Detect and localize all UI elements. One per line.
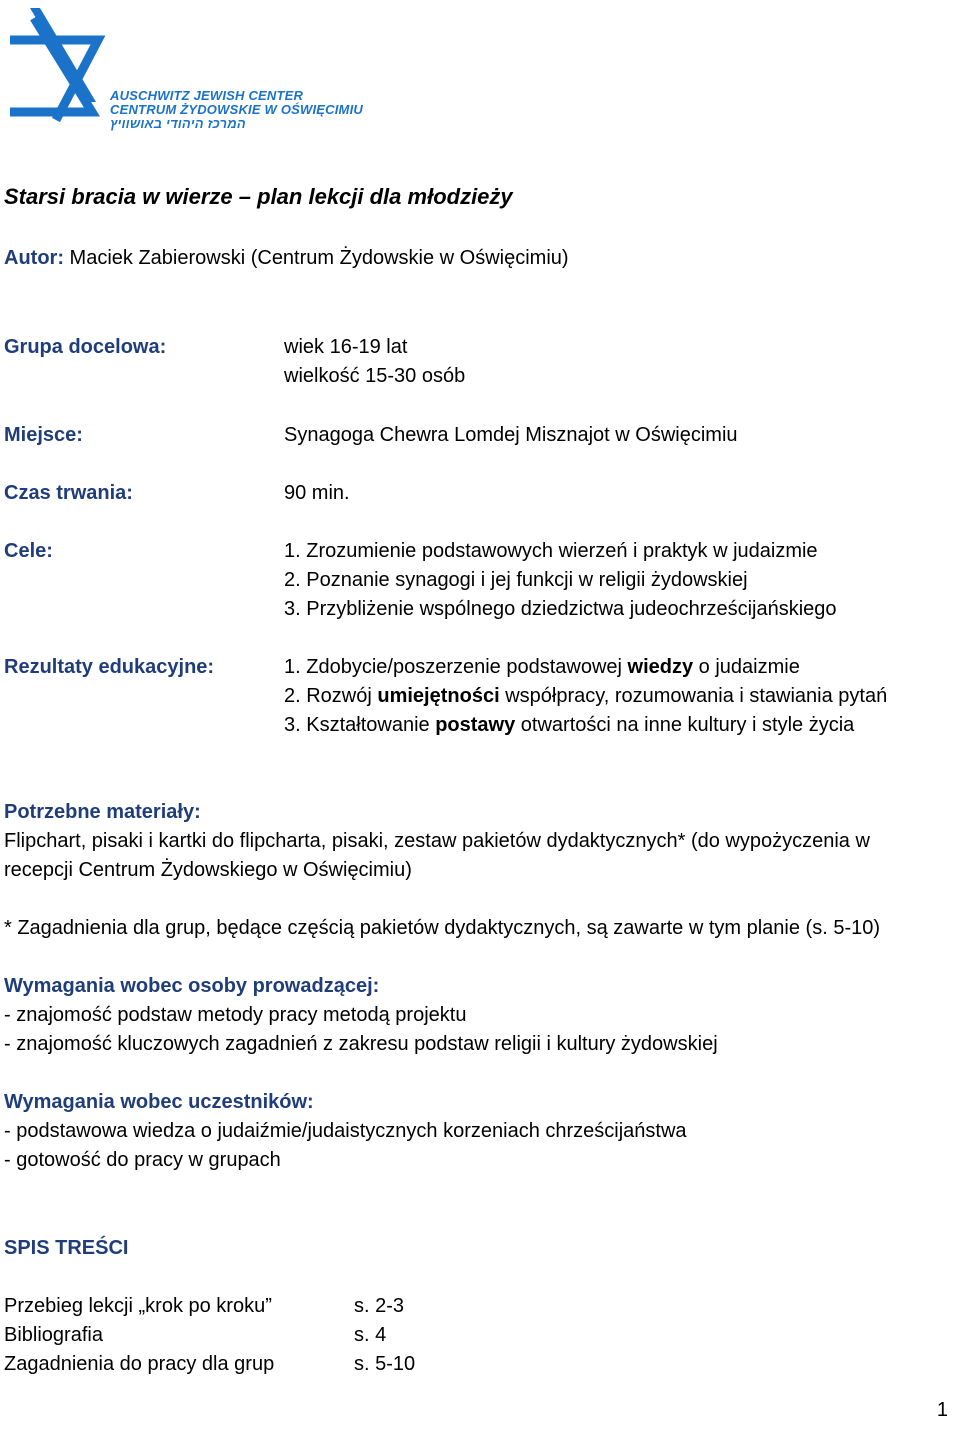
toc-item-page: s. 2-3: [354, 1295, 405, 1317]
toc-heading: SPIS TREŚCI: [4, 1237, 129, 1259]
goal-item: 1. Zrozumienie podstawowych wierzeń i praktyk w judaizmie: [284, 540, 818, 562]
group-size: wielkość 15-30 osób: [284, 365, 466, 387]
result-keyword: umiejętności: [377, 685, 500, 707]
result-keyword: wiedzy: [627, 656, 694, 678]
materials-note: * Zagadnienia dla grup, będące częścią pakietów dydaktycznych, są zawarte w tym planie (s. 5-10): [4, 917, 881, 939]
group-label: Grupa docelowa:: [4, 336, 167, 358]
author-value: Maciek Zabierowski (Centrum Żydowskie w Oświęcimiu): [69, 247, 569, 269]
logo-text-polish: CENTRUM ŻYDOWSKIE W OŚWIĘCIMIU: [110, 102, 363, 117]
leader-requirement-item: - znajomość kluczowych zagadnień z zakresu podstaw religii i kultury żydowskiej: [4, 1033, 718, 1055]
goal-item: 3. Przybliżenie wspólnego dziedzictwa judeochrześcijańskiego: [284, 598, 837, 620]
leader-requirements-heading: Wymagania wobec osoby prowadzącej:: [4, 975, 380, 997]
result-text: o judaizmie: [693, 656, 800, 678]
materials-text: recepcji Centrum Żydowskiego w Oświęcimiu): [4, 859, 412, 881]
author-label: Autor:: [4, 247, 64, 269]
materials-heading: Potrzebne materiały:: [4, 801, 201, 823]
result-text: otwartości na inne kultury i style życia: [515, 714, 855, 736]
goal-item: 2. Poznanie synagogi i jej funkcji w religii żydowskiej: [284, 569, 748, 591]
result-text: 3. Kształtowanie: [284, 714, 436, 736]
group-age: wiek 16-19 lat: [284, 336, 408, 358]
result-text: 1. Zdobycie/poszerzenie podstawowej: [284, 656, 628, 678]
page-number: 1: [936, 1399, 948, 1421]
toc-item-label: Przebieg lekcji „krok po kroku”: [4, 1295, 272, 1317]
result-keyword: postawy: [435, 714, 516, 736]
leader-requirement-item: - znajomość podstaw metody pracy metodą projektu: [4, 1004, 467, 1026]
participant-requirements-heading: Wymagania wobec uczestników:: [4, 1091, 314, 1113]
toc-item-page: s. 4: [354, 1324, 387, 1346]
author-line: [4, 244, 569, 273]
result-text: 2. Rozwój: [284, 685, 378, 707]
toc-item-label: Bibliografia: [4, 1324, 103, 1346]
place-value: Synagoga Chewra Lomdej Misznajot w Oświęcimiu: [284, 424, 738, 446]
participant-requirement-item: - podstawowa wiedza o judaiźmie/judaistycznych korzeniach chrześcijaństwa: [4, 1120, 687, 1142]
result-text: współpracy, rozumowania i stawiania pytań: [499, 685, 888, 707]
results-label: Rezultaty edukacyjne:: [4, 656, 215, 678]
logo-text-english: AUSCHWITZ JEWISH CENTER: [110, 88, 304, 103]
place-label: Miejsce:: [4, 424, 83, 446]
logo-text-hebrew: המרכז היהודי באושוויץ: [110, 116, 246, 131]
goals-label: Cele:: [4, 540, 53, 562]
materials-text: Flipchart, pisaki i kartki do flipcharta, pisaki, zestaw pakietów dydaktycznych* (do wypożyczenia w: [4, 830, 870, 852]
result-item: [284, 682, 887, 711]
toc-item-label: Zagadnienia do pracy dla grup: [4, 1353, 275, 1375]
duration-value: 90 min.: [284, 482, 350, 504]
result-item: [284, 653, 800, 682]
toc-item-page: s. 5-10: [354, 1353, 416, 1375]
result-item: [284, 711, 854, 740]
duration-label: Czas trwania:: [4, 482, 133, 504]
participant-requirement-item: - gotowość do pracy w grupach: [4, 1149, 281, 1171]
document-title: Starsi bracia w wierze – plan lekcji dla młodzieży: [4, 184, 513, 209]
